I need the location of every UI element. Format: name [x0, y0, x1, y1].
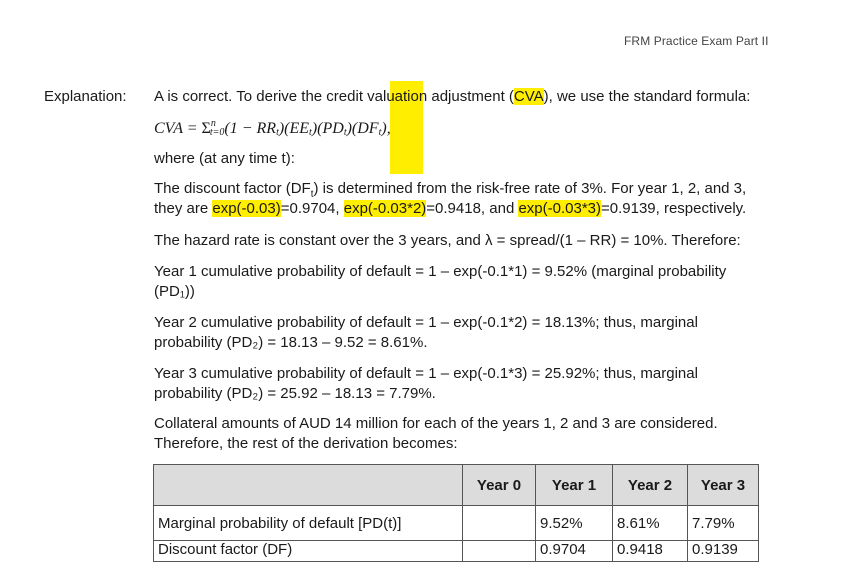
table-header-cell: Year 1 — [536, 465, 613, 506]
table-row — [154, 506, 759, 541]
table-row — [154, 541, 759, 562]
paragraph-year2-a: Year 2 cumulative probability of default = 1 – exp(-0.1*2) = 18.13%; thus, marginal — [154, 314, 698, 331]
paragraph-year1-a: Year 1 cumulative probability of default = 1 – exp(-0.1*1) = 9.52% (marginal probability — [154, 263, 727, 280]
paragraph-discount-2: they are exp(-0.03)=0.9704, exp(-0.03*2)=0.9418, and exp(-0.03*3)=0.9139, respectively. — [154, 200, 747, 217]
paragraph-year1-b: (PD₁)) — [154, 283, 195, 300]
table-cell — [463, 506, 536, 541]
paragraph-collateral-a: Collateral amounts of AUD 14 million for each of the years 1, 2 and 3 are considered. — [154, 415, 718, 432]
paragraph-year3-b: probability (PD₂) = 25.92 – 18.13 = 7.79%. — [154, 385, 436, 402]
table-header-cell — [154, 465, 463, 506]
highlight-exp-3: exp(-0.03*3) — [518, 200, 601, 217]
table-cell: 8.61% — [613, 506, 688, 541]
paragraph-hazard: The hazard rate is constant over the 3 years, and λ = spread/(1 – RR) = 10%. Therefore: — [154, 232, 741, 249]
table-cell: 0.9139 — [688, 541, 759, 562]
table-cell: 0.9418 — [613, 541, 688, 562]
table-header-cell: Year 0 — [463, 465, 536, 506]
table-header-row — [154, 465, 759, 506]
paragraph-year2-b: probability (PD₂) = 18.13 – 9.52 = 8.61%. — [154, 334, 428, 351]
table-cell: 7.79% — [688, 506, 759, 541]
paragraph-intro: A is correct. To derive the credit valuation adjustment (CVA), we use the standard formula: — [154, 88, 751, 105]
derivation-table — [153, 464, 759, 562]
table-cell: Marginal probability of default [PD(t)] — [154, 506, 463, 541]
table-cell: Discount factor (DF) — [154, 541, 463, 562]
paragraph-discount-1: The discount factor $(DF_t)$ is determined from the risk-free rate of 3%. For year 1, 2, and 3, — [154, 180, 747, 200]
explanation-label: Explanation: — [44, 88, 127, 105]
table-cell — [463, 541, 536, 562]
table-header-cell: Year 2 — [613, 465, 688, 506]
paragraph-year3-a: Year 3 cumulative probability of default = 1 – exp(-0.1*3) = 25.92%; thus, marginal — [154, 365, 698, 382]
page-header: FRM Practice Exam Part II — [624, 34, 769, 48]
table-cell: 9.52% — [536, 506, 613, 541]
highlight-exp-2: exp(-0.03*2) — [343, 200, 427, 217]
highlight-cva: CVA — [513, 88, 544, 105]
cva-formula: CVA = $\Sigma^n_{t=0}(1 - RR_t)(EE_t)(PD_t)(DF_t)$, — [154, 118, 391, 138]
paragraph-collateral-b: Therefore, the rest of the derivation becomes: — [154, 435, 458, 452]
table-header-cell: Year 3 — [688, 465, 759, 506]
table-cell: 0.9704 — [536, 541, 613, 562]
highlight-exp-1: exp(-0.03) — [212, 200, 281, 217]
where-text: where (at any time t): — [154, 150, 295, 167]
